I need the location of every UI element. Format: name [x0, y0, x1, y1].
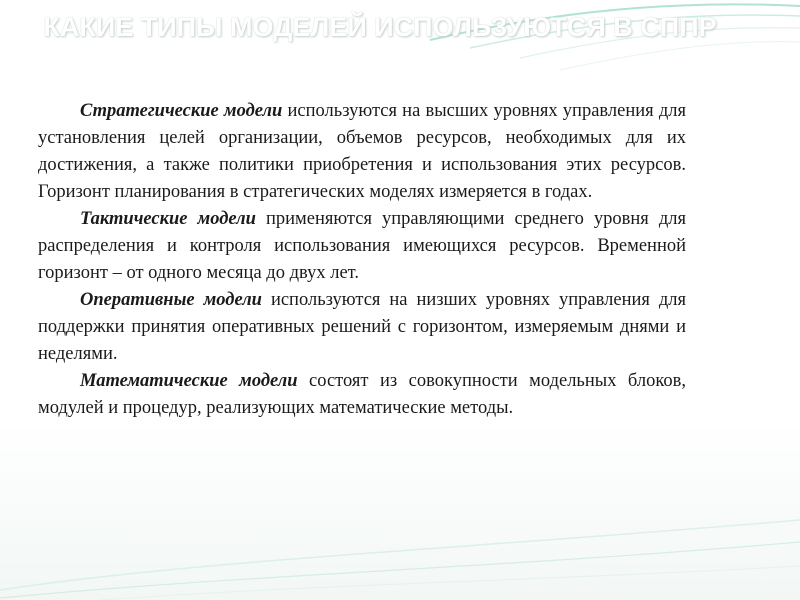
- paragraph-mathematical: [38, 368, 686, 422]
- paragraph-tactical: [38, 206, 686, 287]
- text-tactical: применяются управляющими среднего уровня для распределения и контроля использования имеющихся ресурсов. Временной горизонт – от одного месяца до двух лет.: [38, 209, 686, 283]
- text-strategic: используются на высших уровнях управления для установления целей организации, объемов ресурсов, необходимых для их достижения, а также политики приобретения и использования этих ресурсов. Горизонт планирования в стратегических моделях измеряется в годах.: [38, 101, 686, 202]
- paragraph-operational: [38, 287, 686, 368]
- decorative-wave-bottom: [0, 480, 800, 600]
- term-mathematical: Математические модели: [80, 371, 298, 391]
- term-tactical: Тактические модели: [80, 209, 256, 229]
- slide-content: [38, 98, 686, 422]
- paragraph-strategic: [38, 98, 686, 206]
- term-strategic: Стратегические модели: [80, 101, 283, 121]
- text-operational: используются на низших уровнях управления для поддержки принятия оперативных решений с горизонтом, измеряемым днями и неделями.: [38, 290, 686, 364]
- text-mathematical: состоят из совокупности модельных блоков, модулей и процедур, реализующих математические методы.: [38, 371, 687, 418]
- slide-title: КАКИЕ ТИПЫ МОДЕЛЕЙ ИСПОЛЬЗУЮТСЯ В СППР: [43, 12, 717, 42]
- term-operational: Оперативные модели: [80, 290, 262, 310]
